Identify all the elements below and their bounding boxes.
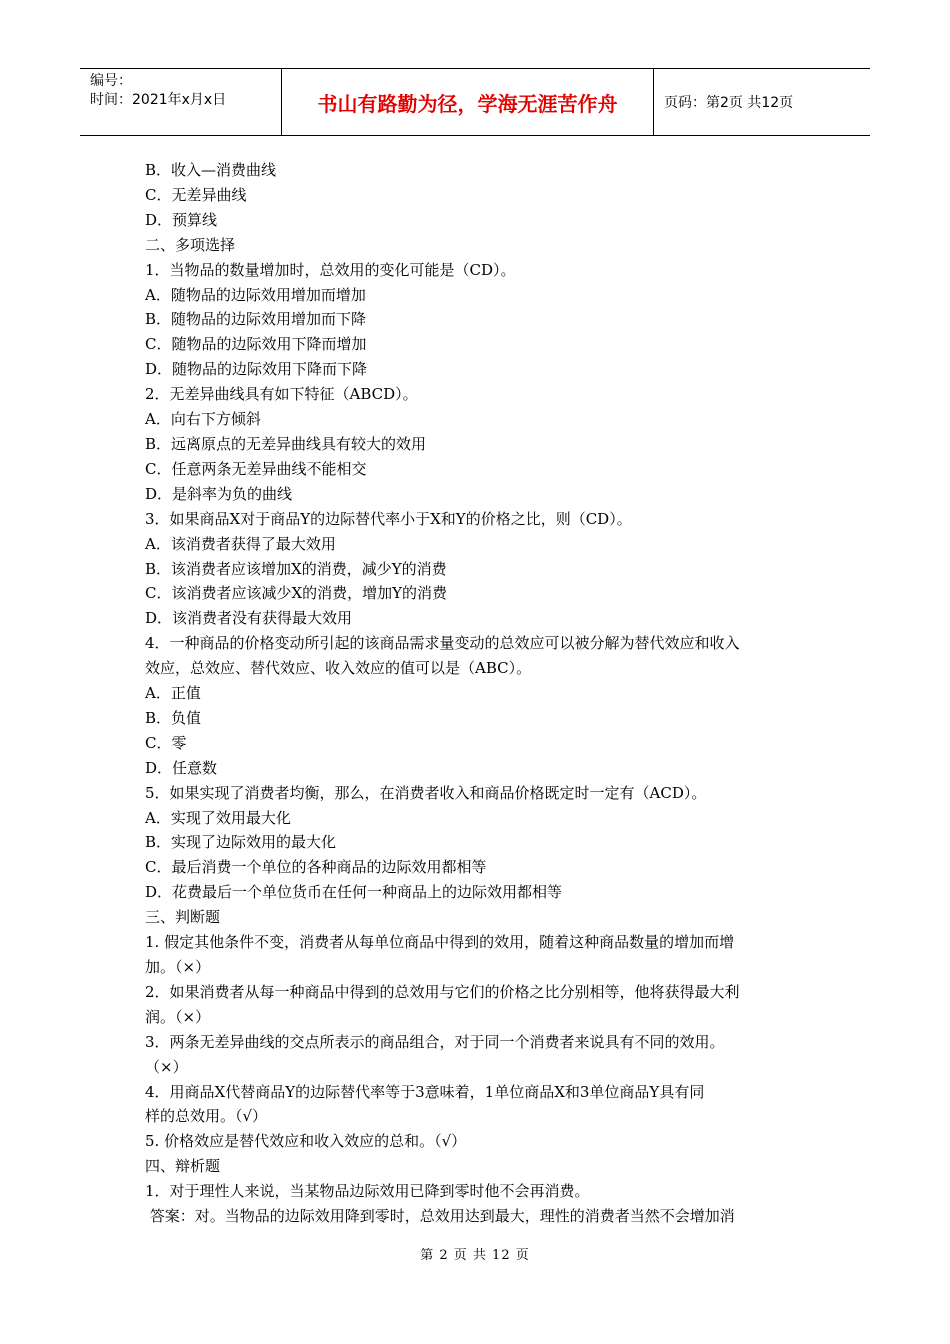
text-line: A．随物品的边际效用增加而增加 — [145, 285, 366, 304]
text-line: B．远离原点的无差异曲线具有较大的效用 — [145, 434, 427, 453]
text-line: 4．用商品X代替商品Y的边际替代率等于3意味着，1单位商品X和3单位商品Y具有同 — [145, 1082, 705, 1101]
text-line: 四、辩析题 — [145, 1157, 221, 1176]
text-line: 1. 假定其他条件不变，消费者从每单位商品中得到的效用，随着这种商品数量的增加而增 — [145, 933, 735, 952]
document-header — [80, 68, 870, 136]
text-line: D．该消费者没有获得最大效用 — [145, 609, 353, 628]
page-footer: 第 2 页 共 12 页 — [420, 1248, 530, 1263]
header-motto: 书山有路勤为径，学海无涯苦作舟 — [282, 69, 654, 135]
text-line: B．负值 — [145, 708, 202, 727]
text-line: 三、判断题 — [145, 908, 221, 927]
text-line: A．正值 — [145, 684, 201, 703]
text-line: D．是斜率为负的曲线 — [145, 484, 293, 503]
text-line: 效应，总效应、替代效应、收入效应的值可以是（ABC）。 — [145, 659, 532, 678]
header-page-number: 页码：第2页 共12页 — [664, 95, 794, 111]
text-line: A．向右下方倾斜 — [145, 410, 261, 429]
text-line: C．零 — [145, 733, 187, 752]
text-line: 5．如果实现了消费者均衡，那么，在消费者收入和商品价格既定时一定有（ACD）。 — [145, 783, 707, 802]
document-body — [145, 158, 815, 1229]
text-line: B．该消费者应该增加X的消费，减少Y的消费 — [145, 559, 447, 578]
text-line: A．该消费者获得了最大效用 — [145, 534, 336, 553]
text-line: D．预算线 — [145, 210, 218, 229]
document-date-label: 时间：2021年x月x日 — [90, 92, 227, 108]
text-line: B．实现了边际效用的最大化 — [145, 833, 337, 852]
text-line: 3．如果商品X对于商品Y的边际替代率小于X和Y的价格之比，则（CD）。 — [145, 509, 632, 528]
text-line: 样的总效用。（√） — [145, 1107, 268, 1126]
text-line: C．该消费者应该减少X的消费，增加Y的消费 — [145, 584, 448, 603]
text-line: 二、多项选择 — [145, 235, 236, 254]
text-line: （×） — [145, 1057, 188, 1076]
text-line: B．收入—消费曲线 — [145, 161, 277, 179]
text-line: D．任意数 — [145, 758, 218, 777]
text-line: 4．一种商品的价格变动所引起的该商品需求量变动的总效应可以被分解为替代效应和收入 — [145, 634, 740, 653]
header-info-cell — [80, 69, 282, 135]
text-line: 3．两条无差异曲线的交点所表示的商品组合，对于同一个消费者来说具有不同的效用。 — [145, 1032, 725, 1051]
text-line: 加。（×） — [145, 958, 211, 976]
text-line: 2．如果消费者从每一种商品中得到的总效用与它们的价格之比分别相等，他将获得最大利 — [145, 982, 740, 1001]
text-line: C．任意两条无差异曲线不能相交 — [145, 459, 367, 478]
text-line: A．实现了效用最大化 — [145, 808, 291, 827]
text-line: C．最后消费一个单位的各种商品的边际效用都相等 — [145, 858, 487, 877]
text-line: D．随物品的边际效用下降而下降 — [145, 360, 368, 379]
text-line: 2．无差异曲线具有如下特征（ABCD）。 — [145, 385, 418, 404]
text-line: 5. 价格效应是替代效应和收入效应的总和。（√） — [145, 1132, 467, 1151]
text-line: B．随物品的边际效用增加而下降 — [145, 310, 367, 329]
document-number-label: 编号： — [90, 73, 132, 89]
text-line: 1．当物品的数量增加时，总效用的变化可能是（CD）。 — [145, 260, 516, 279]
text-line: 答案：对。当物品的边际效用降到零时，总效用达到最大，理性的消费者当然不会增加消 — [145, 1207, 735, 1226]
text-line: 1．对于理性人来说，当某物品边际效用已降到零时他不会再消费。 — [145, 1182, 590, 1201]
text-line: D．花费最后一个单位货币在任何一种商品上的边际效用都相等 — [145, 883, 563, 902]
text-line: 润。（×） — [145, 1007, 211, 1026]
text-line: C．随物品的边际效用下降而增加 — [145, 335, 367, 354]
text-line: C．无差异曲线 — [145, 185, 247, 204]
